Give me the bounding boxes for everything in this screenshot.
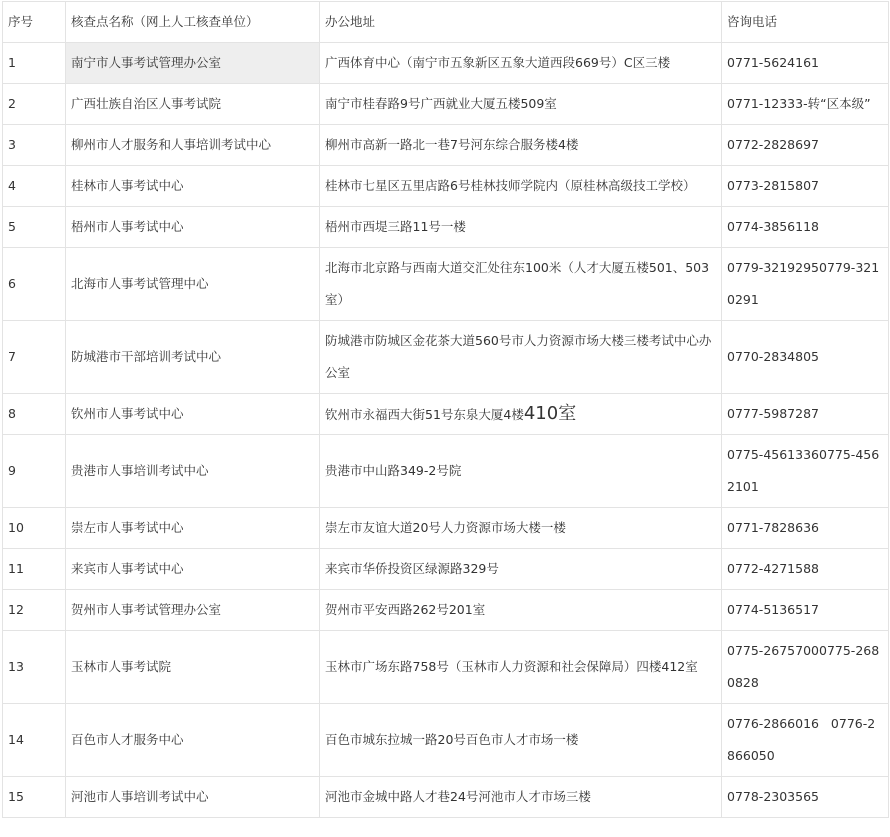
cell-no: 13 [3, 631, 66, 704]
cell-address: 梧州市西堤三路11号一楼 [320, 207, 722, 248]
table-row [3, 508, 889, 549]
cell-address: 百色市城东拉城一路20号百色市人才市场一楼 [320, 704, 722, 777]
table-row [3, 84, 889, 125]
cell-address: 贵港市中山路349-2号院 [320, 435, 722, 508]
cell-name: 梧州市人事考试中心 [66, 207, 320, 248]
cell-name: 柳州市人才服务和人事培训考试中心 [66, 125, 320, 166]
cell-address: 玉林市广场东路758号（玉林市人力资源和社会保障局）四楼412室 [320, 631, 722, 704]
cell-address: 南宁市桂春路9号广西就业大厦五楼509室 [320, 84, 722, 125]
header-no: 序号 [3, 2, 66, 43]
cell-name: 崇左市人事考试中心 [66, 508, 320, 549]
table-header-row [3, 2, 889, 43]
cell-phone: 0771-7828636 [722, 508, 889, 549]
table-row [3, 321, 889, 394]
cell-address: 桂林市七星区五里店路6号桂林技师学院内（原桂林高级技工学校） [320, 166, 722, 207]
cell-no: 5 [3, 207, 66, 248]
cell-no: 4 [3, 166, 66, 207]
cell-address: 北海市北京路与西南大道交汇处往东100米（人才大厦五楼501、503室） [320, 248, 722, 321]
table-row [3, 207, 889, 248]
cell-name: 来宾市人事考试中心 [66, 549, 320, 590]
address-text: 钦州市永福西大街51号东泉大厦4楼 [325, 406, 524, 422]
cell-name: 百色市人才服务中心 [66, 704, 320, 777]
table-row [3, 166, 889, 207]
cell-no: 11 [3, 549, 66, 590]
header-address: 办公地址 [320, 2, 722, 43]
cell-phone: 0774-5136517 [722, 590, 889, 631]
cell-no: 2 [3, 84, 66, 125]
cell-phone: 0777-5987287 [722, 394, 889, 435]
cell-address: 防城港市防城区金花茶大道560号市人力资源市场大楼三楼考试中心办公室 [320, 321, 722, 394]
table-row [3, 549, 889, 590]
address-room: 410室 [523, 402, 577, 424]
table-row [3, 631, 889, 704]
cell-no: 1 [3, 43, 66, 84]
cell-no: 8 [3, 394, 66, 435]
table-row [3, 777, 889, 818]
table-row [3, 43, 889, 84]
cell-name: 广西壮族自治区人事考试院 [66, 84, 320, 125]
cell-phone: 0779-32192950779-3210291 [722, 248, 889, 321]
table-row [3, 704, 889, 777]
cell-no: 15 [3, 777, 66, 818]
cell-address: 柳州市高新一路北一巷7号河东综合服务楼4楼 [320, 125, 722, 166]
cell-address: 贺州市平安西路262号201室 [320, 590, 722, 631]
exam-center-table [2, 1, 889, 818]
cell-name: 河池市人事培训考试中心 [66, 777, 320, 818]
cell-no: 6 [3, 248, 66, 321]
table-row [3, 394, 889, 435]
cell-no: 7 [3, 321, 66, 394]
table-row [3, 590, 889, 631]
header-name: 核查点名称（网上人工核查单位） [66, 2, 320, 43]
cell-no: 12 [3, 590, 66, 631]
header-phone: 咨询电话 [722, 2, 889, 43]
cell-phone: 0772-4271588 [722, 549, 889, 590]
cell-name: 南宁市人事考试管理办公室 [66, 43, 320, 84]
cell-no: 9 [3, 435, 66, 508]
cell-name: 桂林市人事考试中心 [66, 166, 320, 207]
cell-phone: 0774-3856118 [722, 207, 889, 248]
cell-phone: 0778-2303565 [722, 777, 889, 818]
cell-phone: 0776-2866016 0776-2866050 [722, 704, 889, 777]
cell-phone: 0771-5624161 [722, 43, 889, 84]
cell-name: 贵港市人事培训考试中心 [66, 435, 320, 508]
cell-no: 14 [3, 704, 66, 777]
cell-name: 防城港市干部培训考试中心 [66, 321, 320, 394]
cell-phone: 0771-12333-转“区本级” [722, 84, 889, 125]
table-row [3, 125, 889, 166]
table-row [3, 248, 889, 321]
cell-phone: 0773-2815807 [722, 166, 889, 207]
cell-name: 北海市人事考试管理中心 [66, 248, 320, 321]
cell-name: 贺州市人事考试管理办公室 [66, 590, 320, 631]
cell-no: 3 [3, 125, 66, 166]
table-row [3, 435, 889, 508]
cell-address [320, 394, 722, 435]
cell-address: 来宾市华侨投资区绿源路329号 [320, 549, 722, 590]
cell-name: 玉林市人事考试院 [66, 631, 320, 704]
cell-no: 10 [3, 508, 66, 549]
cell-address: 广西体育中心（南宁市五象新区五象大道西段669号）C区三楼 [320, 43, 722, 84]
cell-phone: 0772-2828697 [722, 125, 889, 166]
cell-address: 河池市金城中路人才巷24号河池市人才市场三楼 [320, 777, 722, 818]
cell-address: 崇左市友谊大道20号人力资源市场大楼一楼 [320, 508, 722, 549]
cell-name: 钦州市人事考试中心 [66, 394, 320, 435]
cell-phone: 0770-2834805 [722, 321, 889, 394]
cell-phone: 0775-26757000775-2680828 [722, 631, 889, 704]
cell-phone: 0775-45613360775-4562101 [722, 435, 889, 508]
